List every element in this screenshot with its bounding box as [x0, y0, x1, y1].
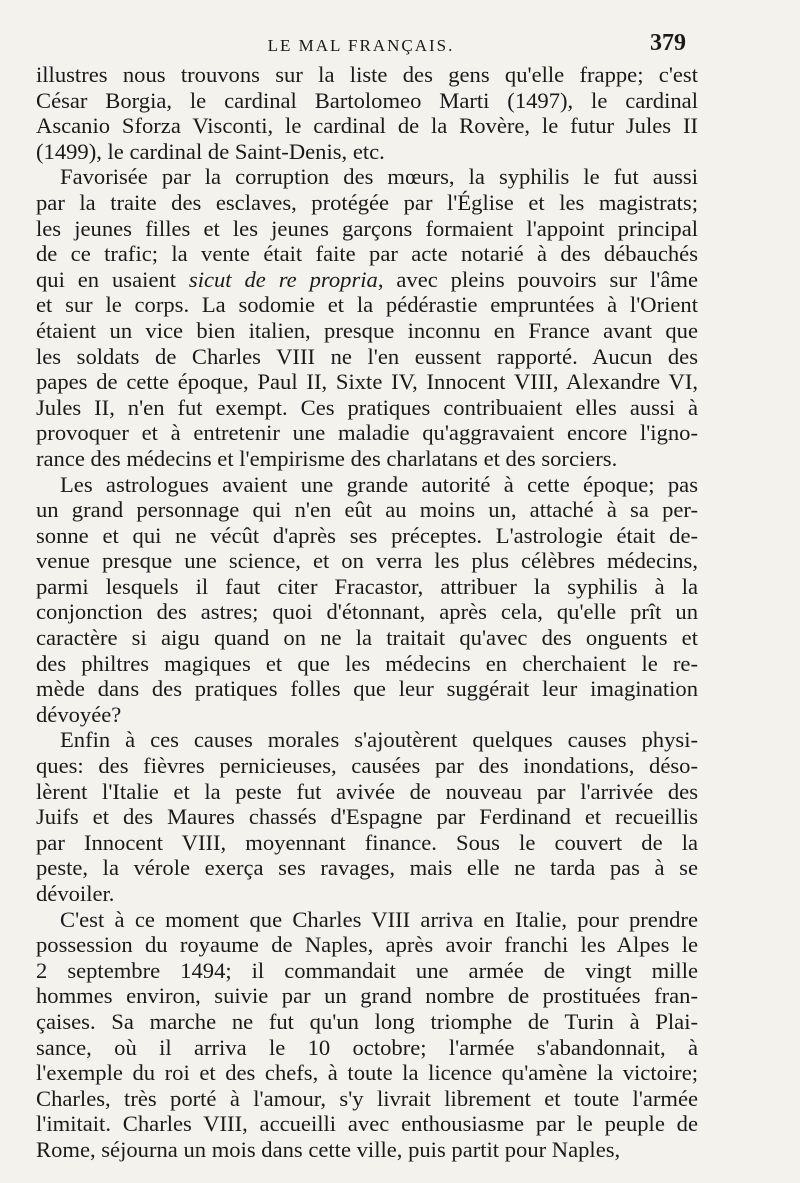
- page-header: [36, 30, 686, 58]
- text-line: lèrent l'Italie et la peste fut avivée de nouveau par l'arrivée des: [36, 778, 698, 804]
- text-line: l'exemple du roi et des chefs, à toute la licence qu'amène la victoire;: [36, 1060, 698, 1086]
- text-line: sance, où il arriva le 10 octobre; l'armée s'abandonnait, à: [36, 1034, 698, 1060]
- text-line: Juifs et des Maures chassés d'Espagne par Ferdinand et recueillis: [36, 804, 698, 830]
- text-line: Jules II, n'en fut exempt. Ces pratiques contribuaient elles aussi à: [36, 394, 698, 420]
- text-line: venue presque une science, et on verra les plus célèbres médecins,: [36, 548, 698, 574]
- text-line: Enfin à ces causes morales s'ajoutèrent quelques causes physi-: [60, 727, 698, 753]
- text-line: provoquer et à entretenir une maladie qu'aggravaient encore l'igno-: [36, 420, 698, 446]
- paragraph: [36, 727, 698, 906]
- text-line: (1499), le cardinal de Saint-Denis, etc.: [36, 138, 385, 164]
- paragraph: [36, 164, 698, 471]
- body-text: [36, 62, 698, 1163]
- paragraph: [36, 907, 698, 1163]
- text-line: Charles, très porté à l'amour, s'y livrait librement et toute l'armée: [36, 1085, 698, 1111]
- text-line: caractère si aigu quand on ne la traitait qu'avec des onguents et: [36, 625, 698, 651]
- text-line: Favorisée par la corruption des mœurs, la syphilis le fut aussi: [60, 164, 698, 190]
- text-line: dévoiler.: [36, 881, 115, 906]
- text-line: sonne et qui ne vécût d'après ses préceptes. L'astrologie était de-: [36, 522, 698, 548]
- text-line: et sur le corps. La sodomie et la pédérastie empruntées à l'Orient: [36, 292, 698, 318]
- text-line: C'est à ce moment que Charles VIII arriva en Italie, pour prendre: [60, 906, 698, 932]
- text-line: Rome, séjourna un mois dans cette ville, puis partit pour Naples,: [36, 1136, 621, 1162]
- text-line: César Borgia, le cardinal Bartolomeo Marti (1497), le cardinal: [36, 87, 698, 113]
- text-line: les jeunes filles et les jeunes garçons formaient l'appoint principal: [36, 215, 698, 241]
- text-line: des philtres magiques et que les médecins en cherchaient le re-: [36, 650, 698, 676]
- text-line: l'imitait. Charles VIII, accueilli avec enthousiasme par le peuple de: [36, 1111, 698, 1137]
- text-line: les soldats de Charles VIII ne l'en eussent rapporté. Aucun des: [36, 343, 698, 369]
- text-line: ques: des fièvres pernicieuses, causées par des inondations, déso-: [36, 753, 698, 779]
- text-line: papes de cette époque, Paul II, Sixte IV, Innocent VIII, Alexandre VI,: [36, 369, 698, 395]
- text-line: hommes environ, suivie par un grand nombre de prostituées fran-: [36, 983, 698, 1009]
- text-line: un grand personnage qui n'en eût au moins un, attaché à sa per-: [36, 497, 698, 523]
- text-line: étaient un vice bien italien, presque inconnu en France avant que: [36, 317, 698, 343]
- running-title: LE MAL FRANÇAIS.: [267, 36, 455, 55]
- text-line: conjonction des astres; quoi d'étonnant, après cela, qu'elle prît un: [36, 599, 698, 625]
- paragraph: [36, 472, 698, 728]
- text-line: mède dans des pratiques folles que leur suggérait leur imagination: [36, 676, 698, 702]
- text-line: Ascanio Sforza Visconti, le cardinal de la Rovère, le futur Jules II: [36, 113, 698, 139]
- text-line: qui en usaient sicut de re propria, avec pleins pouvoirs sur l'âme: [36, 266, 698, 292]
- text-line: peste, la vérole exerça ses ravages, mais elle ne tarda pas à se: [36, 855, 698, 881]
- text-line: 2 septembre 1494; il commandait une armée de vingt mille: [36, 957, 698, 983]
- text-line: de ce trafic; la vente était faite par acte notarié à des débauchés: [36, 241, 698, 267]
- text-line: par Innocent VIII, moyennant finance. Sous le couvert de la: [36, 829, 698, 855]
- text-line: dévoyée?: [36, 701, 122, 727]
- text-line: Les astrologues avaient une grande autorité à cette époque; pas: [60, 471, 698, 497]
- page-number: 379: [650, 30, 686, 56]
- text-line: possession du royaume de Naples, après avoir franchi les Alpes le: [36, 932, 698, 958]
- text-line: çaises. Sa marche ne fut qu'un long triomphe de Turin à Plai-: [36, 1008, 698, 1034]
- text-line: par la traite des esclaves, protégée par l'Église et les magistrats;: [36, 189, 698, 215]
- text-line: illustres nous trouvons sur la liste des gens qu'elle frappe; c'est: [36, 62, 698, 87]
- text-line: parmi lesquels il faut citer Fracastor, attribuer la syphilis à la: [36, 573, 698, 599]
- paragraph: [36, 62, 698, 164]
- text-line: rance des médecins et l'empirisme des charlatans et des sorciers.: [36, 445, 618, 471]
